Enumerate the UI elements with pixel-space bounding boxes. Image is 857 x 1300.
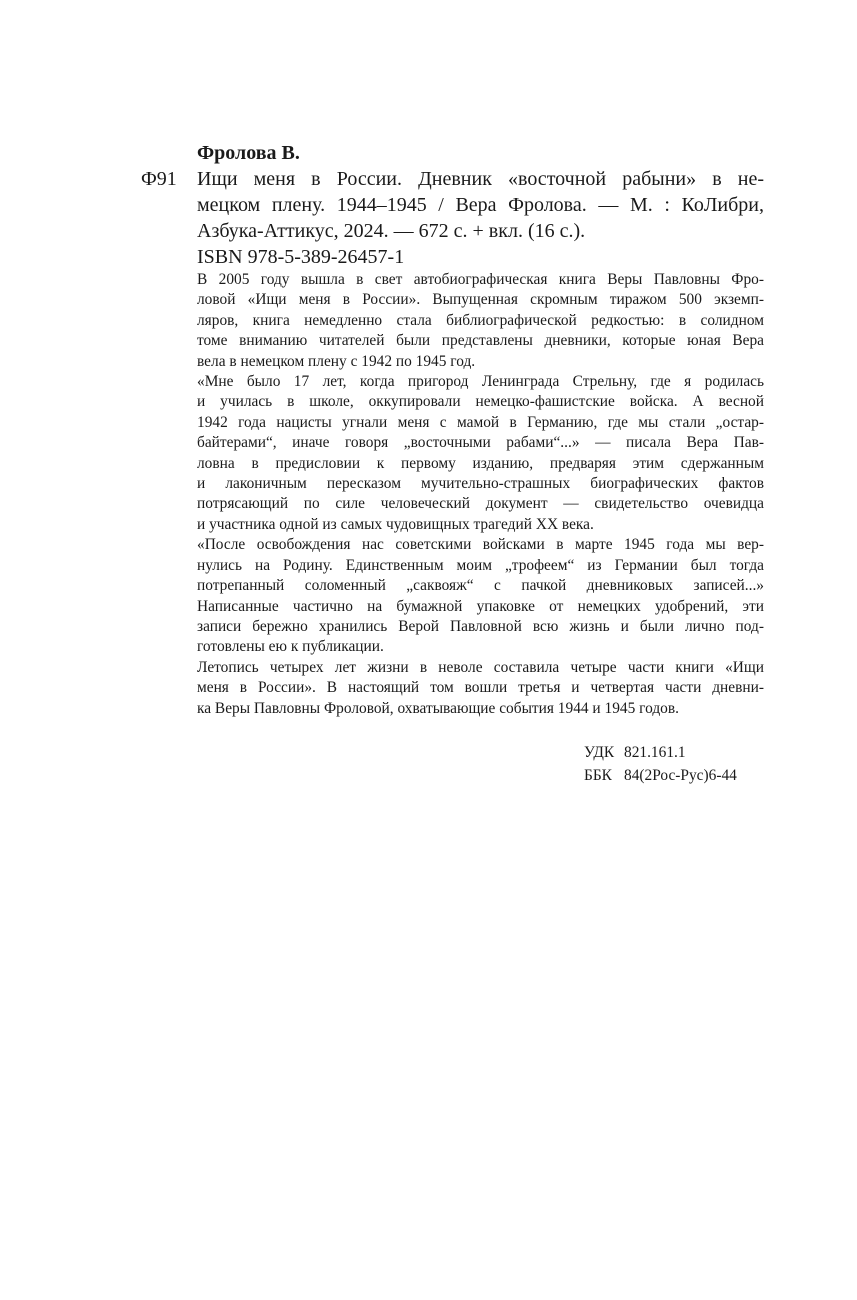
annotation <box>197 270 764 719</box>
annotation-line: В 2005 году вышла в свет автобиографическая книга Веры Павловны Фро- <box>197 271 764 288</box>
bib-line: Азбука-Аттикус, 2024. — 672 с. + вкл. (16 с.). <box>197 220 586 242</box>
annotation-line: потрепанный соломенный „саквояж“ с пачкой дневниковых записей...» <box>197 577 764 595</box>
annotation-paragraph <box>197 270 764 372</box>
bib-line: Ищи меня в России. Дневник «восточной рабыни» в не- <box>197 168 764 190</box>
bbk-row <box>584 764 737 787</box>
annotation-line: и участника одной из самых чудовищных трагедий XX века. <box>197 515 594 533</box>
udk-row <box>584 741 737 764</box>
annotation-paragraph <box>197 535 764 657</box>
annotation-line: «После освобождения нас советскими войсками в марте 1945 года мы вер- <box>197 536 764 554</box>
annotation-line: ка Веры Павловны Фроловой, охватывающие события 1944 и 1945 годов. <box>197 699 679 717</box>
annotation-line: Написанные частично на бумажной упаковке от немецких удобрений, эти <box>197 597 764 615</box>
bib-line: мецком плену. 1944–1945 / Вера Фролова. — М. : КоЛибри, <box>197 194 764 216</box>
annotation-paragraph <box>197 372 764 535</box>
annotation-line: «Мне было 17 лет, когда пригород Ленинграда Стрельну, где я родилась <box>197 373 764 391</box>
annotation-line: вела в немецком плену с 1942 по 1945 год. <box>197 352 476 370</box>
annotation-line: томе вниманию читателей были представлены дневники, которые юная Вера <box>197 332 764 350</box>
annotation-line: ловой «Ищи меня в России». Выпущенная скромным тиражом 500 экземп- <box>197 291 764 309</box>
annotation-line: 1942 года нацисты угнали меня с мамой в Германию, где мы стали „остар- <box>197 413 764 431</box>
annotation-line: ловна в предисловии к первому изданию, предваряя этим сдержанным <box>197 454 764 472</box>
author-heading: Фролова В. <box>197 142 300 164</box>
annotation-line: записи бережно хранились Верой Павловной всю жизнь и были лично под- <box>197 617 764 635</box>
annotation-line: готовлены ею к публикации. <box>197 638 384 656</box>
classification-indexes <box>584 741 737 787</box>
annotation-line: меня в России». В настоящий том вошли третья и четвертая части дневни- <box>197 679 764 697</box>
annotation-line: байтерами“, иначе говоря „восточными рабами“...» — писала Вера Пав- <box>197 434 764 452</box>
annotation-line: и училась в школе, оккупировали немецко-фашистские войска. А весной <box>197 393 764 411</box>
udk-label: УДК <box>584 744 615 761</box>
annotation-line: нулись на Родину. Единственным моим „трофеем“ из Германии был тогда <box>197 556 764 574</box>
bbk-label: ББК <box>584 767 612 784</box>
bibliographic-description <box>197 166 764 270</box>
isbn-line: ISBN 978-5-389-26457-1 <box>197 246 405 268</box>
annotation-line: Летопись четырех лет жизни в неволе составила четыре части книги «Ищи <box>197 658 764 676</box>
annotation-line: потрясающий по силе человеческий документ — свидетельство очевидца <box>197 495 764 513</box>
annotation-line: ляров, книга немедленно стала библиографической редкостью: в солидном <box>197 311 764 329</box>
author-cipher: Ф91 <box>141 168 177 190</box>
bbk-value: 84(2Рос-Рус)6-44 <box>624 767 737 784</box>
annotation-line: и лаконичным пересказом мучительно-страшных биографических фактов <box>197 475 764 493</box>
udk-value: 821.161.1 <box>624 744 686 761</box>
annotation-paragraph <box>197 658 764 719</box>
